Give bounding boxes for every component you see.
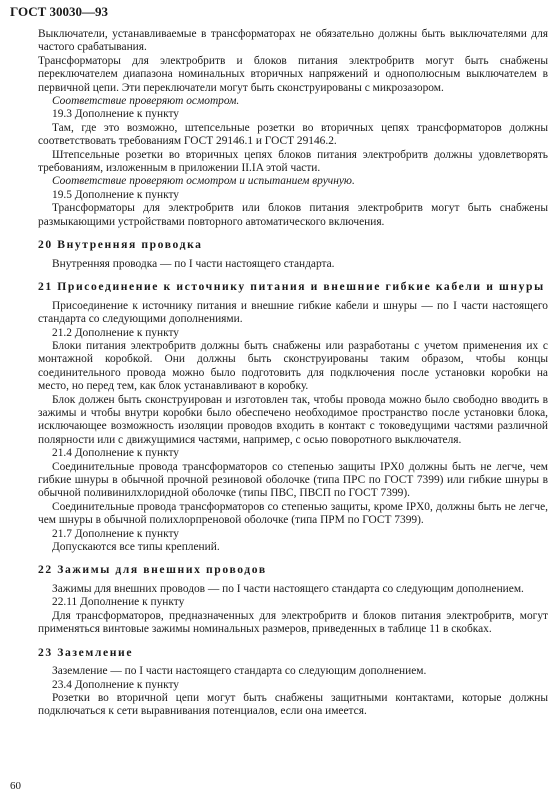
paragraph: Соединительные провода трансформаторов со степенью защиты IPX0 должны быть не легче, чем гибкие шнуры в обычной прочной резиновой оболочке (типа ПРС по ГОСТ 7399) или гибкие шнуры в обычной поливинилхлоридной оболочке (типы ПВС, ПВСП по ГОСТ 7399). [38, 460, 548, 500]
paragraph-compliance-note: Соответствие проверяют осмотром и испытанием вручную. [52, 175, 355, 188]
clause-reference: 21.4 Дополнение к пункту [52, 447, 179, 460]
clause-reference: 21.7 Дополнение к пункту [52, 527, 179, 540]
clause-reference: 19.3 Дополнение к пункту [52, 108, 179, 121]
paragraph: Трансформаторы для электробритв и блоков питания электробритв могут быть снабжены переключателем диапазона номинальных вторичных напряжений и однополюсным выключателем в первичной цепи. Эти переключатели могут быть сконструированы с микрозазором. [38, 54, 548, 94]
paragraph: Зажимы для внешних проводов — по I части настоящего стандарта со следующим дополнением. [52, 583, 524, 595]
page-header-title: ГОСТ 30030—93 [10, 4, 109, 19]
paragraph: Внутренняя проводка — по I части настоящего стандарта. [52, 257, 335, 270]
paragraph: Розетки во вторичной цепи могут быть снабжены защитными контактами, которые должны подключаться к сети выравнивания потенциалов, если она имеется. [38, 692, 548, 718]
page-number: 60 [10, 780, 21, 792]
paragraph: Блоки питания электробритв должны быть снабжены или разработаны с учетом применения их с монтажной коробкой. Они должны быть сконструированы таким образом, чтобы концы соединительного провода можно было подготовить для подключения после установки коробки на место, но перед тем, как блок устанавливают в коробку. [38, 339, 548, 393]
section-heading-23: 23 Заземление [38, 645, 134, 659]
section-heading-22: 22 Зажимы для внешних проводов [38, 563, 267, 577]
paragraph: Соединительные провода трансформаторов со степенью защиты, кроме IPX0, должны быть не легче, чем шнуры в обычной полихлорпреновой оболочке (типа ПРМ по ГОСТ 7399). [38, 500, 548, 527]
paragraph: Там, где это возможно, штепсельные розетки во вторичных цепях трансформаторов должны соответствовать требованиям ГОСТ 29146.1 и ГОСТ 29146.2. [38, 121, 548, 148]
section-heading-20: 20 Внутренняя проводка [38, 238, 203, 252]
paragraph: Заземление — по I части настоящего стандарта со следующим дополнением. [52, 665, 427, 678]
paragraph: Блок должен быть сконструирован и изготовлен так, чтобы провода можно было свободно вводить в зажимы и чтобы внутри коробки было обеспечено необходимое пространство после установки блока, исключающее возможность изоляции проводов входить в контакт с токоведущими частями различной полярности или с движущимися частями, например, с осью поворотного выключателя. [38, 393, 548, 446]
paragraph: Штепсельные розетки во вторичных цепях блоков питания электробритв должны удовлетворять требованиям, изложенным в приложении II.IA этой части. [38, 148, 548, 175]
paragraph: Трансформаторы для электробритв или блоков питания электробритв могут быть снабжены размыкающими устройствами повторного автоматического включения. [38, 202, 548, 228]
paragraph: Для трансформаторов, предназначенных для электробритв и блоков питания электробритв, могут применяться винтовые зажимы номинальных размеров, приведенных в таблице 11 в скобках. [38, 609, 548, 636]
paragraph: Выключатели, устанавливаемые в трансформаторах не обязательно должны быть выключателями для частого срабатывания. [38, 28, 548, 54]
paragraph: Допускаются все типы креплений. [52, 541, 220, 553]
clause-reference: 22.11 Дополнение к пункту [52, 596, 185, 609]
document-body [38, 28, 548, 719]
clause-reference: 23.4 Дополнение к пункту [52, 678, 179, 691]
clause-reference: 21.2 Дополнение к пункту [52, 326, 179, 339]
clause-reference: 19.5 Дополнение к пункту [52, 188, 179, 201]
section-heading-21: 21 Присоединение к источнику питания и внешние гибкие кабели и шнуры [38, 280, 545, 294]
paragraph-compliance-note: Соответствие проверяют осмотром. [52, 95, 240, 108]
paragraph: Присоединение к источнику питания и внешние гибкие кабели и шнуры — по I части настоящего стандарта со следующими дополнениями. [38, 299, 548, 326]
